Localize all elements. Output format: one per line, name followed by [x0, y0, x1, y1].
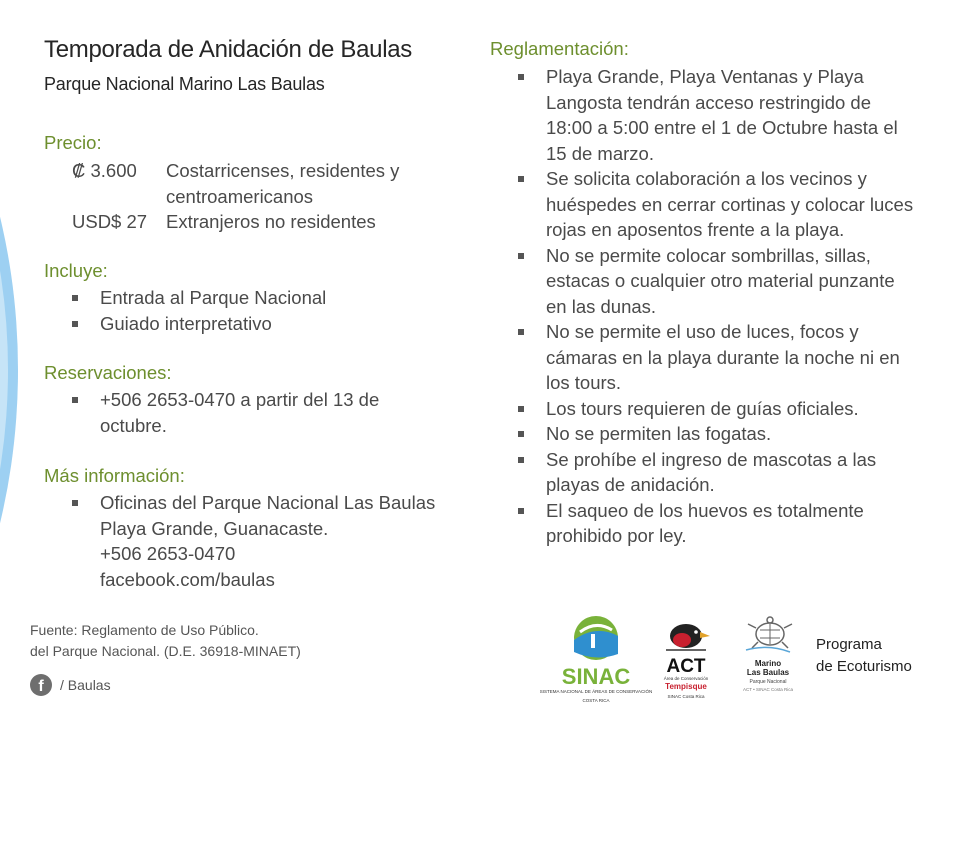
- sinac-emblem-icon: [539, 614, 653, 710]
- facebook-row[interactable]: [30, 674, 111, 696]
- svg-text:SISTEMA NACIONAL DE ÁREAS DE C: SISTEMA NACIONAL DE ÁREAS DE CONSERVACIÓN: [539, 689, 653, 694]
- bird-icon: [656, 618, 716, 710]
- svg-text:Parque Nacional: Parque Nacional: [749, 679, 787, 685]
- source-line: Fuente: Reglamento de Uso Público.: [30, 622, 259, 638]
- office-phone: +506 2653-0470: [100, 543, 236, 564]
- price-row: [72, 158, 436, 209]
- reservaciones-heading: Reservaciones:: [44, 362, 172, 383]
- list-item: +506 2653-0470 a partir del 13 de octubre.: [72, 387, 442, 438]
- facebook-icon[interactable]: f: [30, 674, 52, 696]
- program-line: Programa: [816, 636, 882, 653]
- list-item: No se permite el uso de luces, focos y cámaras en la playa durante la noche ni en los tours.: [518, 319, 918, 396]
- source-citation: [30, 620, 301, 662]
- svg-text:Tempisque: Tempisque: [665, 682, 707, 691]
- list-item: No se permiten las fogatas.: [518, 421, 918, 447]
- svg-text:Marino: Marino: [754, 659, 782, 668]
- list-item: [72, 490, 472, 592]
- turtle-icon: [738, 614, 798, 710]
- mas-info-heading: Más información:: [44, 465, 185, 486]
- list-item: Playa Grande, Playa Ventanas y Playa Langosta tendrán acceso restringido de 18:00 a 5:00 entre el 1 de Octubre hasta el 15 de marzo.: [518, 64, 918, 166]
- mas-info-list: [72, 490, 472, 592]
- incluye-list: [72, 285, 452, 336]
- svg-text:COSTA RICA: COSTA RICA: [582, 698, 610, 703]
- list-item: No se permite colocar sombrillas, sillas, estacas o cualquier otro material punzante en las dunas.: [518, 243, 918, 320]
- act-logo: [656, 618, 716, 710]
- price-description: Costarricenses, residentes y centroamericanos: [166, 160, 400, 207]
- svg-text:Área de Conservación: Área de Conservación: [663, 676, 709, 681]
- facebook-link[interactable]: facebook.com/baulas: [100, 568, 275, 590]
- list-item: Guiado interpretativo: [72, 311, 452, 337]
- facebook-handle[interactable]: / Baulas: [60, 677, 111, 693]
- reglamentacion-heading: Reglamentación:: [490, 38, 629, 59]
- price-amount: USD$ 27: [72, 211, 148, 232]
- incluye-heading: Incluye:: [44, 260, 108, 281]
- source-line: del Parque Nacional. (D.E. 36918-MINAET): [30, 643, 301, 659]
- svg-text:SINAC Costa Rica: SINAC Costa Rica: [667, 694, 705, 699]
- office-name: Oficinas del Parque Nacional Las Baulas: [100, 492, 436, 513]
- program-label: [816, 634, 912, 678]
- baulas-logo: [738, 614, 798, 710]
- price-table: [72, 158, 436, 235]
- price-row: [72, 209, 436, 235]
- list-item: Se solicita colaboración a los vecinos y huéspedes en cerrar cortinas y colocar luces rojas en aposentos frente a la playa.: [518, 166, 918, 243]
- office-location: Playa Grande, Guanacaste.: [100, 517, 329, 539]
- price-amount: ₡ 3.600: [72, 160, 137, 181]
- precio-heading: Precio:: [44, 132, 102, 153]
- list-item: Los tours requieren de guías oficiales.: [518, 396, 918, 422]
- program-line: de Ecoturismo: [816, 658, 912, 675]
- page-title: Temporada de Anidación de Baulas: [44, 36, 413, 63]
- reservaciones-list: [72, 387, 442, 438]
- svg-text:SINAC: SINAC: [561, 664, 631, 689]
- price-description: Extranjeros no residentes: [166, 211, 376, 232]
- page-subtitle: Parque Nacional Marino Las Baulas: [44, 74, 325, 94]
- svg-text:ACT: ACT: [666, 656, 706, 677]
- list-item: Se prohíbe el ingreso de mascotas a las playas de anidación.: [518, 447, 918, 498]
- list-item: El saqueo de los huevos es totalmente prohibido por ley.: [518, 498, 918, 549]
- reglamentacion-list: [518, 64, 918, 549]
- svg-text:ACT • SINAC Costa Rica: ACT • SINAC Costa Rica: [742, 687, 794, 692]
- svg-text:Las Baulas: Las Baulas: [746, 668, 790, 677]
- list-item: Entrada al Parque Nacional: [72, 285, 452, 311]
- sinac-logo: [539, 614, 653, 710]
